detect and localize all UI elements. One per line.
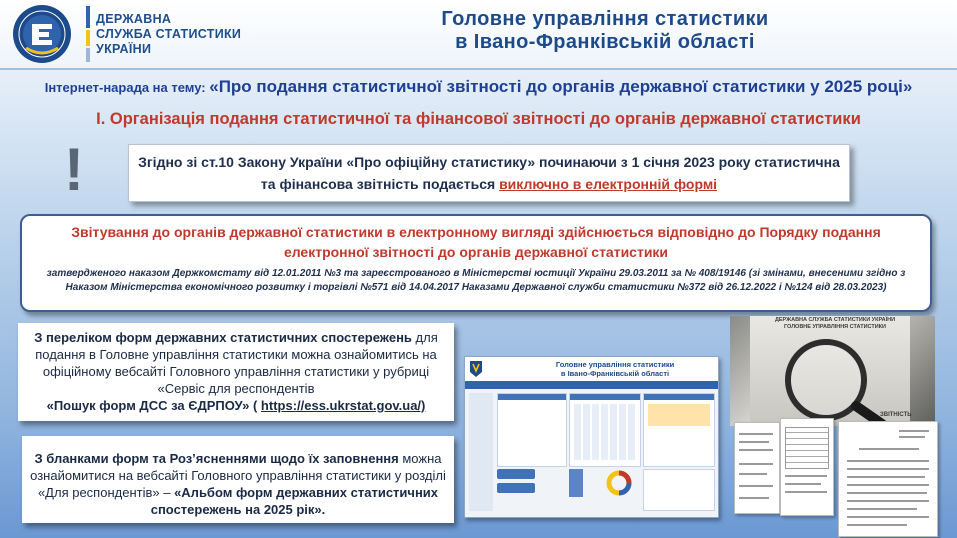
section-title: І. Організація подання статистичної та фінансової звітності до органів державної статистики	[96, 110, 861, 128]
card1-bold: З переліком форм державних статистичних спостережень	[34, 330, 412, 345]
card1-text: для подання в Головне управління статистики можна ознайомитись на офіційному вебсайті Головного управління статистики у рубриці «Сервіс для респондентів	[35, 330, 438, 396]
ess-link[interactable]: https://ess.ukrstat.gov.ua/)	[260, 398, 426, 413]
website-header	[465, 357, 718, 381]
organization-name	[96, 12, 241, 57]
coat-of-arms-icon	[469, 360, 483, 378]
card2-text: можна ознайомитися на вебсайті Головного управління статистики у розділі «Для респондентів» –	[30, 451, 446, 500]
photo-line: ГОЛОВНЕ УПРАВЛІННЯ СТАТИСТИКИ	[784, 324, 886, 330]
document-thumbnail	[838, 421, 938, 537]
topic-prefix: Інтернет-нарада на тему:	[44, 80, 210, 95]
card1-service: «Пошук форм ДСС за ЄДРПОУ»	[46, 398, 250, 413]
org-line: СЛУЖБА СТАТИСТИКИ	[96, 27, 242, 41]
procedure-main: Звітування до органів державної статистики в електронному вигляді здійснюється відповідно до Порядку подання електронної звітності до органів державної статистики	[71, 224, 881, 260]
ukrstat-logo-icon	[12, 4, 72, 64]
website-phone	[569, 469, 583, 497]
website-news	[643, 469, 715, 511]
card1-paren: (	[249, 398, 261, 413]
website-sidebar	[469, 393, 493, 511]
website-nav	[465, 381, 718, 389]
document-thumbnail	[780, 418, 834, 516]
procedure-box	[20, 214, 932, 312]
website-button	[497, 483, 535, 493]
website-title-line: Головне управління статистики	[555, 360, 675, 369]
website-title	[525, 360, 705, 378]
logo-bar-grey	[86, 48, 90, 62]
website-screenshot	[464, 356, 719, 518]
office-title	[400, 8, 810, 54]
notice-highlight: виключно в електронній формі	[499, 176, 718, 192]
header	[0, 0, 957, 68]
header-divider	[0, 68, 957, 70]
notice-text: Згідно зі ст.10 Закону України «Про офіційну статистику» починаючи з 1 січня 2023 року статистична та фінансова звітність подається	[138, 154, 840, 192]
office-line: в Івано-Франківській області	[455, 31, 755, 53]
card2-album: «Альбом форм державних статистичних спостережень на 2025 рік».	[150, 485, 439, 517]
logo-bar-blue	[86, 6, 90, 28]
logo-bar-yellow	[86, 30, 90, 46]
magnifier-icon	[770, 334, 890, 426]
website-panel	[497, 393, 567, 467]
topic-title: «Про подання статистичної звітності до органів державної статистики у 2025 році»	[209, 77, 913, 96]
forms-album-card	[22, 436, 454, 523]
topic-line	[0, 77, 957, 97]
org-line: ДЕРЖАВНА	[96, 12, 172, 26]
magnifier-photo	[730, 316, 935, 426]
org-line: УКРАЇНИ	[96, 42, 152, 56]
website-calendar	[569, 393, 641, 467]
office-line: Головне управління статистики	[441, 8, 769, 30]
website-button	[497, 469, 535, 479]
photo-footer: ЗВІТНІСТЬ	[880, 412, 912, 418]
forms-list-card	[18, 323, 454, 421]
website-panel	[643, 393, 715, 467]
website-title-line: в Івано-Франківській області	[560, 369, 670, 378]
procedure-sub: затвердженого наказом Держкомстату від 12.01.2011 №3 та зареєстрованого в Міністерстві юстиції України 29.03.2011 за № 408/19146 (зі змінами, внесеними згідно з Наказом Міністерства економічного розвитку і торгівлі №571 від 14.04.2017 Наказами Державної служби статистики №372 від 26.12.2022 і №124 від 28.03.2023)	[46, 268, 906, 293]
exclamation-icon: !	[64, 136, 84, 203]
card2-bold: З бланками форм та Роз’ясненнями щодо їх заповнення	[34, 451, 399, 466]
notice-box	[128, 144, 850, 202]
website-donut-chart	[605, 469, 633, 497]
photo-line: ДЕРЖАВНА СЛУЖБА СТАТИСТИКИ УКРАЇНИ	[774, 317, 896, 323]
document-thumbnail	[734, 422, 780, 514]
photo-paper-text	[760, 317, 910, 331]
